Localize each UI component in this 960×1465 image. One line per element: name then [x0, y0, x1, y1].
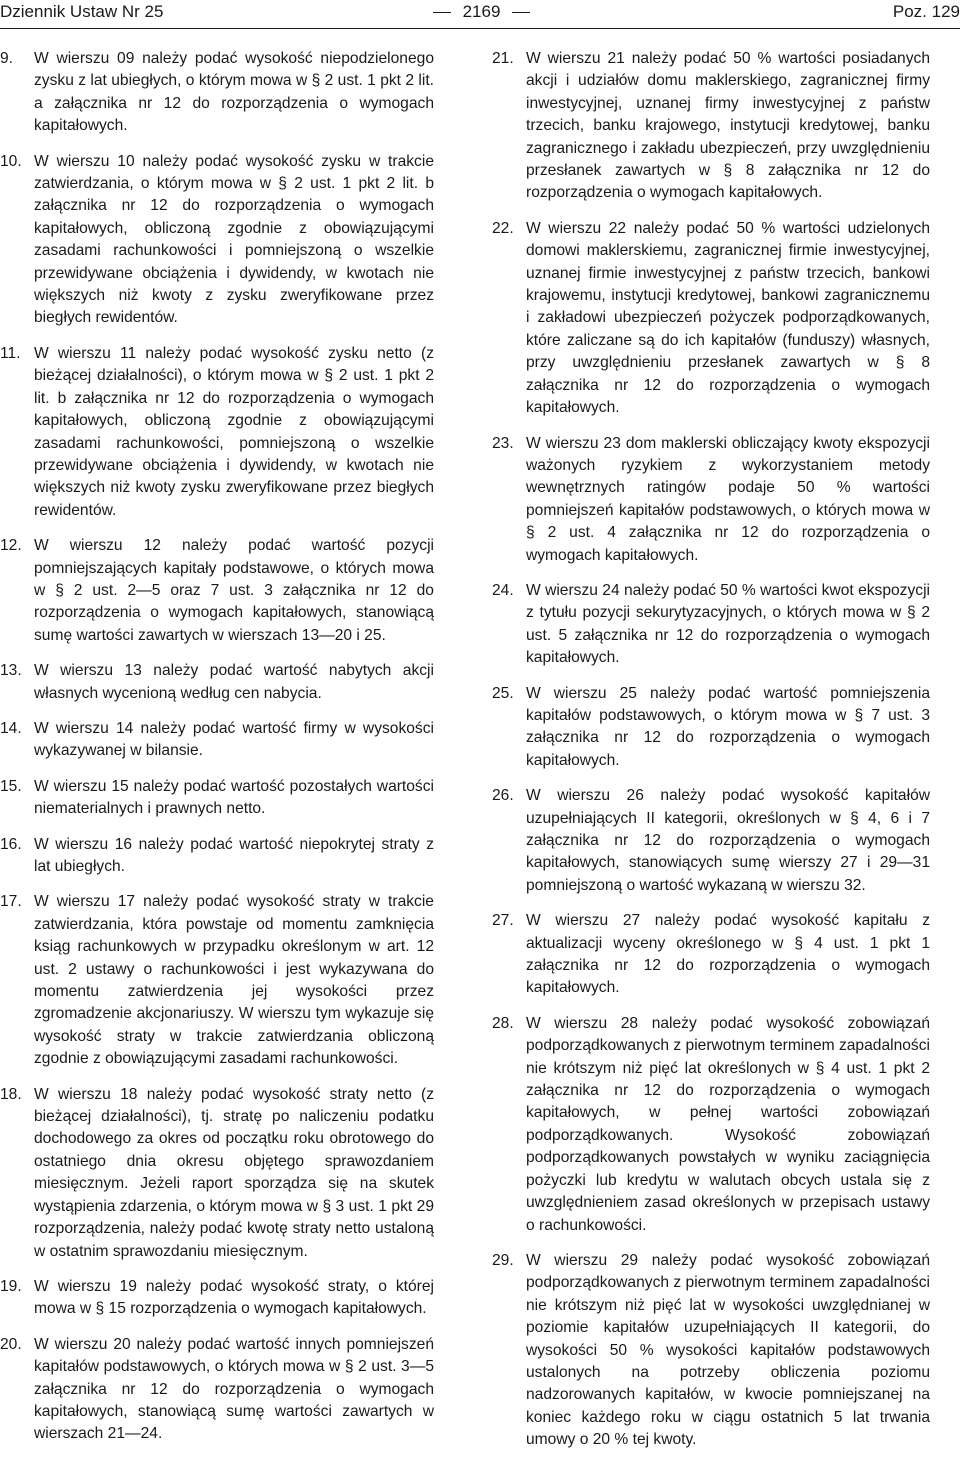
list-item	[492, 910, 930, 1000]
item-text: W wierszu 14 należy podać wartość firmy w wysokości wykazywanej w bilansie.	[34, 719, 434, 760]
item-text: W wierszu 22 należy podać 50 % wartości udzielonych domowi maklerskiemu, zagranicznej firmie inwestycyjnej, uznanej firmie inwestycyjnej z państw trzecich, bankowi krajowemu, instytucji kredytowej, bankowi zagranicznemu i zakładowi ubezpieczeń pożyczek podporządkowanych, które zaliczane są do ich kapitałów (funduszy) własnych, przy uwzględnieniu przesłanek zawartych w § 8 załącznika nr 12 do rozporządzenia o wymogach kapitałowych.	[526, 219, 930, 417]
item-text: W wierszu 20 należy podać wartość innych pomniejszeń kapitałów podstawowych, o których mowa w § 2 ust. 3—5 załącznika nr 12 do rozporządzenia o wymogach kapitałowych, stanowiącą sumę wartości zawartych w wierszach 21—24.	[34, 1335, 434, 1443]
item-number: 24.	[492, 581, 514, 599]
item-number: 14.	[0, 719, 22, 737]
list-item	[0, 1084, 434, 1263]
item-text: W wierszu 12 należy podać wartość pozycji pomniejszających kapitały podstawowe, o których mowa w § 2 ust. 2—5 oraz 7 ust. 3 załącznika nr 12 do rozporządzenia o wymogach kapitałowych, stanowiącą sumę wartości zawartych w wierszach 13—20 i 25.	[34, 537, 434, 644]
item-text: W wierszu 26 należy podać wysokość kapitałów uzupełniających II kategorii, określonych w § 4, 6 i 7 załącznika nr 12 do rozporządzenia o wymogach kapitałowych, stanowiących sumę wierszy 27 i 29—31 pomniejszoną o wartość wykazaną w wierszu 32.	[526, 787, 930, 894]
item-number: 22.	[492, 219, 514, 237]
page-number: 2169	[433, 2, 530, 22]
item-text: W wierszu 28 należy podać wysokość zobowiązań podporządkowanych z pierwotnym terminem zapadalności nie krótszym niż pięć lat określonych w § 4 ust. 1 pkt 2 załącznika nr 12 do rozporządzenia o wymogach kapitałowych, w pełnej wartości zobowiązań podporządkowanych. Wysokość zobowiązań podporządkowanych powstałych w wyniku zaciągnięcia pożyczki lub kredytu w walutach obcych ustala się z uwzględnieniem zasad określonych w przepisach ustawy o rachunkowości.	[526, 1014, 930, 1234]
list-item	[0, 1334, 434, 1446]
list-item	[492, 1013, 930, 1237]
item-number: 21.	[492, 50, 514, 67]
item-number: 29.	[492, 1251, 514, 1269]
item-number: 15.	[0, 777, 22, 795]
list-item	[0, 834, 434, 879]
item-text: W wierszu 17 należy podać wysokość straty w trakcie zatwierdzania, która powstaje od momentu zamknięcia ksiąg rachunkowych w przypadku określonym w art. 12 ust. 2 ustawy o rachunkowości i jest wykazywana do momentu zatwierdzenia jej wysokości przez zgromadzenie akcjonariuszy. W wierszu tym wykazuje się wysokość straty w trakcie zatwierdzania obliczoną zgodnie z obowiązującymi zasadami rachunkowości.	[34, 893, 434, 1068]
page-header	[0, 0, 960, 28]
item-text: W wierszu 23 dom maklerski obliczający kwoty ekspozycji ważonych ryzykiem z wykorzystaniem metody wewnętrznych ratingów podaje 50 % wartości pomniejszeń kapitałów podstawowych, o których mowa w § 2 ust. 4 załącznika nr 12 do rozporządzenia o wymogach kapitałowych.	[526, 434, 930, 564]
list-item	[492, 580, 930, 670]
left-column	[0, 48, 434, 1459]
list-item	[492, 48, 930, 205]
item-number: 20.	[0, 1335, 22, 1353]
list-item	[0, 535, 434, 647]
item-text: W wierszu 10 należy podać wysokość zysku w trakcie zatwierdzania, o którym mowa w § 2 ust. 1 pkt 2 lit. b załącznika nr 12 do rozporządzenia o wymogach kapitałowych, obliczoną zgodnie z obowiązującymi zasadami rachunkowości i pomniejszoną o wszelkie przewidywane obciążenia i dywidendy, w kwotach nie większych niż kwoty z zysku zweryfikowane przez biegłych rewidentów.	[34, 152, 434, 327]
item-text: W wierszu 24 należy podać 50 % wartości kwot ekspozycji z tytułu pozycji sekurytyzacyjnych, o których mowa w § 2 ust. 5 załącznika nr 12 do rozporządzenia o wymogach kapitałowych.	[526, 581, 930, 667]
item-number: 18.	[0, 1085, 22, 1103]
item-text: W wierszu 16 należy podać wartość niepokrytej straty z lat ubiegłych.	[34, 835, 434, 875]
list-item	[492, 683, 930, 773]
list-item	[492, 433, 930, 567]
list-item	[0, 718, 434, 763]
item-number: 19.	[0, 1277, 22, 1295]
item-number: 27.	[492, 912, 514, 930]
item-text: W wierszu 27 należy podać wysokość kapitału z aktualizacji wyceny określonego w § 4 ust. 1 pkt 1 załącznika nr 12 do rozporządzenia o wymogach kapitałowych.	[526, 912, 930, 997]
list-item	[0, 660, 434, 705]
item-text: W wierszu 18 należy podać wysokość straty netto (z bieżącej działalności), tj. stratę po naliczeniu podatku dochodowego za okres od początku roku obrotowego do ostatniego dnia okresu objętego sprawozdaniem miesięcznym. Jeżeli raport sporządza się na skutek wystąpienia zdarzenia, o którym mowa w § 3 ust. 1 pkt 29 rozporządzenia, należy podać kwotę straty netto ustaloną w ostatnim sprawozdaniu miesięcznym.	[34, 1085, 434, 1260]
item-number: 9.	[0, 50, 14, 67]
item-number: 28.	[492, 1014, 514, 1032]
item-number: 10.	[0, 152, 22, 170]
item-text: W wierszu 29 należy podać wysokość zobowiązań podporządkowanych z pierwotnym terminem zapadalności nie krótszym niż pięć lat w wysokości uwzględnianej w poziomie kapitałów uzupełniających II kategorii, do wysokości 50 % wysokości kapitałów podstawowych ustalonych na potrzeby obliczenia poziomu nadzorowanych kapitałów, w kwocie pomniejszanej na koniec każdego roku w ciągu ostatnich 5 lat trwania umowy o 20 % tej kwoty.	[526, 1251, 930, 1449]
list-item	[0, 343, 434, 522]
list-item	[0, 776, 434, 821]
item-number: 16.	[0, 835, 22, 853]
list-item	[492, 785, 930, 897]
item-text: W wierszu 15 należy podać wartość pozostałych wartości niematerialnych i prawnych netto.	[34, 777, 434, 818]
list-item	[0, 891, 434, 1070]
item-text: W wierszu 25 należy podać wartość pomniejszenia kapitałów podstawowych, o którym mowa w § 7 ust. 3 załącznika nr 12 do rozporządzenia o wymogach kapitałowych.	[526, 684, 930, 769]
right-column	[492, 48, 930, 1465]
item-number: 17.	[0, 893, 22, 911]
list-item	[0, 1276, 434, 1321]
item-number: 11.	[0, 344, 21, 362]
position-number: Poz. 129	[892, 2, 960, 21]
item-text: W wierszu 11 należy podać wysokość zysku netto (z bieżącej działalności), o którym mowa w § 2 ust. 1 pkt 2 lit. b załącznika nr 12 do rozporządzenia o wymogach kapitałowych, obliczoną zgodnie z obowiązującymi zasadami rachunkowości, pomniejszoną o wszelkie przewidywane obciążenia i dywidendy, w kwotach nie większych niż kwoty zysku zweryfikowane przez biegłych rewidentów.	[34, 344, 434, 519]
item-number: 26.	[492, 787, 514, 805]
item-text: W wierszu 19 należy podać wysokość straty, o której mowa w § 15 rozporządzenia o wymogach kapitałowych.	[34, 1277, 434, 1318]
list-item	[492, 1250, 930, 1452]
list-item	[492, 218, 930, 420]
item-number: 13.	[0, 662, 22, 680]
item-text: W wierszu 09 należy podać wysokość niepodzielonego zysku z lat ubiegłych, o którym mowa w § 2 ust. 1 pkt 2 lit. a załącznika nr 12 do rozporządzenia o wymogach kapitałowych.	[34, 50, 434, 135]
journal-title: Dziennik Ustaw Nr 25	[0, 2, 164, 21]
header-rule	[0, 28, 960, 29]
list-item	[0, 151, 434, 330]
item-number: 12.	[0, 537, 22, 555]
list-item	[0, 48, 434, 138]
item-number: 25.	[492, 684, 514, 702]
item-number: 23.	[492, 434, 514, 452]
item-text: W wierszu 13 należy podać wartość nabytych akcji własnych wycenioną według cen nabycia.	[34, 662, 434, 702]
item-text: W wierszu 21 należy podać 50 % wartości posiadanych akcji i udziałów domu maklerskiego, zagranicznej firmy inwestycyjnej, uznanej firmy inwestycyjnej z państw trzecich, banku krajowego, instytucji kredytowej, banku zagranicznego i zakładu ubezpieczeń, przy uwzględnieniu przesłanek zawartych w § 8 załącznika nr 12 do rozporządzenia o wymogach kapitałowych.	[526, 50, 930, 202]
